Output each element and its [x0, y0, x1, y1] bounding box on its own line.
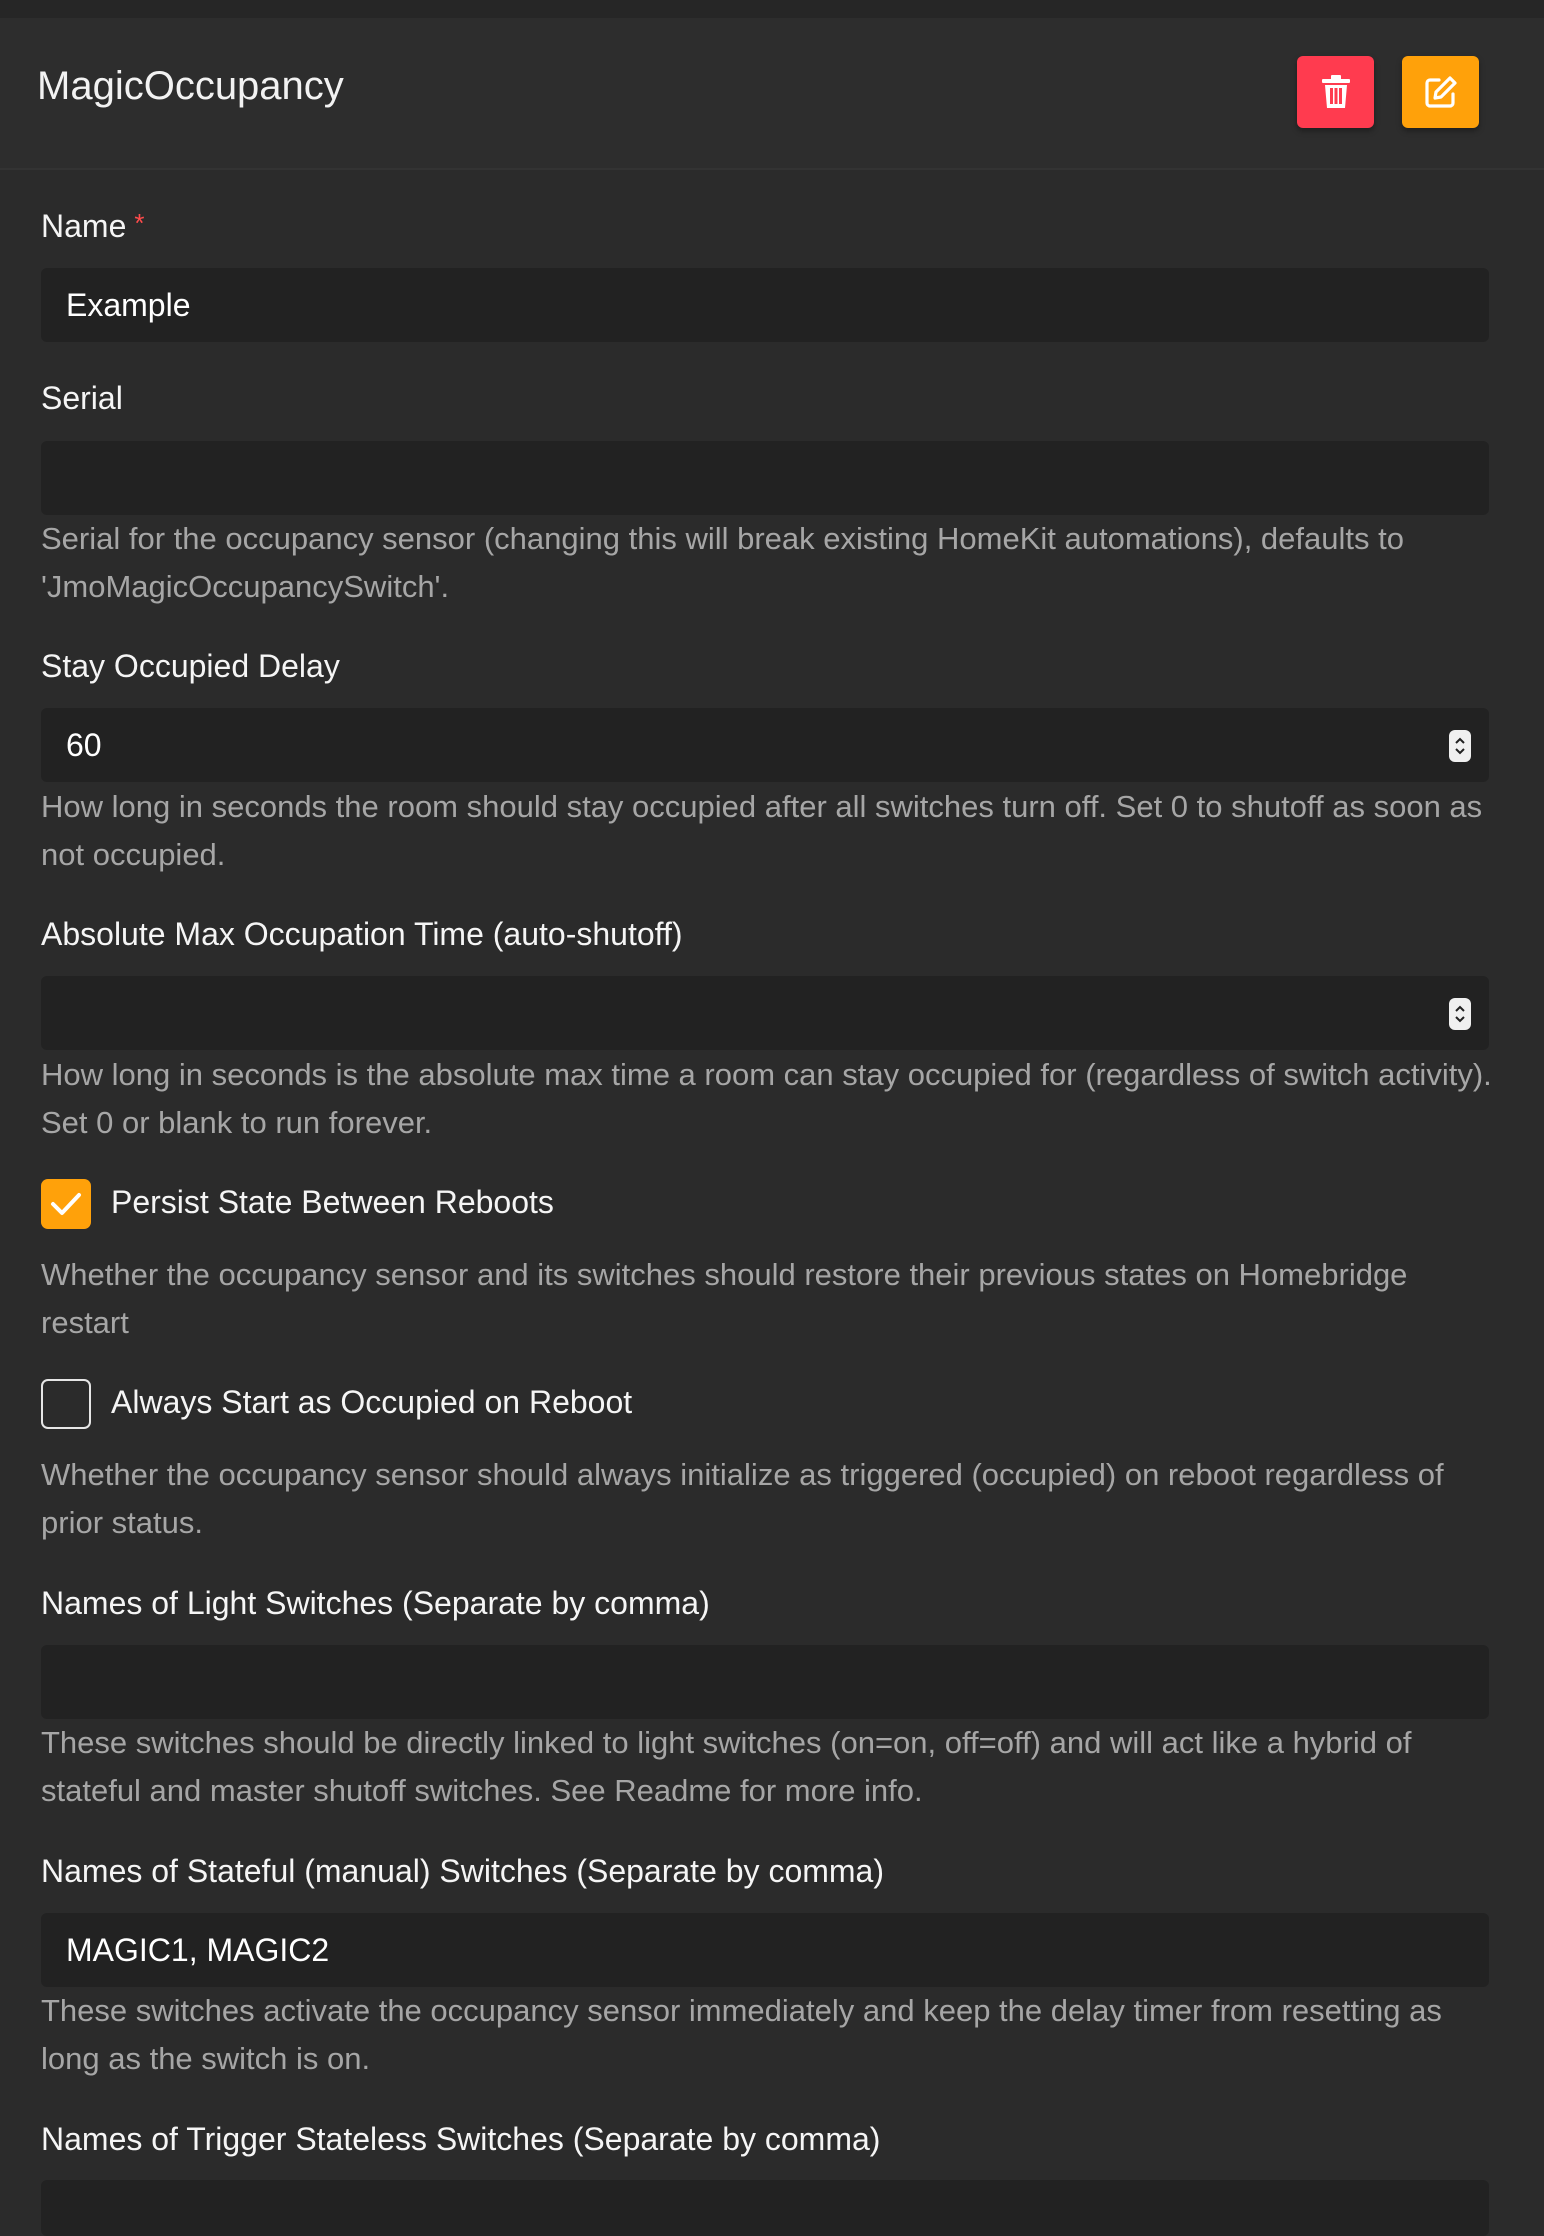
- stay-occupied-delay-label: Stay Occupied Delay: [41, 648, 340, 684]
- number-spinner-icon[interactable]: [1449, 998, 1471, 1030]
- stateful-switches-help: These switches activate the occupancy sensor immediately and keep the delay timer from resetting as long as the switch is on.: [41, 1993, 1442, 2076]
- persist-state-checkbox[interactable]: [41, 1179, 91, 1229]
- serial-label: Serial: [41, 380, 123, 416]
- trigger-switches-label: Names of Trigger Stateless Switches (Separate by comma): [41, 2121, 881, 2157]
- max-occupation-label: Absolute Max Occupation Time (auto-shutoff): [41, 916, 683, 952]
- edit-button[interactable]: [1402, 56, 1479, 128]
- number-spinner-icon[interactable]: [1449, 730, 1471, 762]
- checkmark-icon: [50, 1191, 82, 1217]
- stay-occupied-delay-input[interactable]: [41, 708, 1489, 782]
- start-occupied-label[interactable]: Always Start as Occupied on Reboot: [111, 1384, 633, 1420]
- name-input[interactable]: Example: [41, 268, 1489, 342]
- persist-state-help: Whether the occupancy sensor and its switches should restore their previous states on Homebridge restart: [41, 1257, 1408, 1340]
- name-label: Name *: [41, 208, 145, 244]
- start-occupied-checkbox[interactable]: [41, 1379, 91, 1429]
- persist-state-label[interactable]: Persist State Between Reboots: [111, 1184, 554, 1220]
- stay-occupied-delay-value: 60: [66, 727, 102, 763]
- delete-button[interactable]: [1297, 56, 1374, 128]
- light-switches-input[interactable]: [41, 1645, 1489, 1719]
- max-occupation-input[interactable]: [41, 976, 1489, 1050]
- light-switches-label: Names of Light Switches (Separate by comma): [41, 1585, 710, 1621]
- trash-icon: [1321, 75, 1351, 109]
- required-mark: *: [134, 208, 145, 238]
- stateful-switches-input[interactable]: MAGIC1, MAGIC2: [41, 1913, 1489, 1987]
- trigger-switches-input[interactable]: [41, 2180, 1489, 2236]
- top-border: [0, 0, 1544, 19]
- max-occupation-help: How long in seconds is the absolute max time a room can stay occupied for (regardless of switch activity). Set 0 or blank to run forever.: [41, 1057, 1492, 1140]
- start-occupied-help: Whether the occupancy sensor should always initialize as triggered (occupied) on reboot regardless of prior status.: [41, 1457, 1444, 1540]
- card-header: [0, 18, 1544, 170]
- light-switches-help: These switches should be directly linked to light switches (on=on, off=off) and will act like a hybrid of stateful and master shutoff switches. See Readme for more info.: [41, 1725, 1412, 1808]
- serial-input[interactable]: [41, 441, 1489, 515]
- stateful-switches-label: Names of Stateful (manual) Switches (Separate by comma): [41, 1853, 884, 1889]
- page-title: MagicOccupancy: [37, 64, 344, 108]
- stay-occupied-delay-help: How long in seconds the room should stay occupied after all switches turn off. Set 0 to shutoff as soon as not occupied.: [41, 789, 1483, 872]
- serial-help: Serial for the occupancy sensor (changing this will break existing HomeKit automations), defaults to 'JmoMagicOccupancySwitch'.: [41, 521, 1404, 604]
- pencil-square-icon: [1424, 75, 1458, 109]
